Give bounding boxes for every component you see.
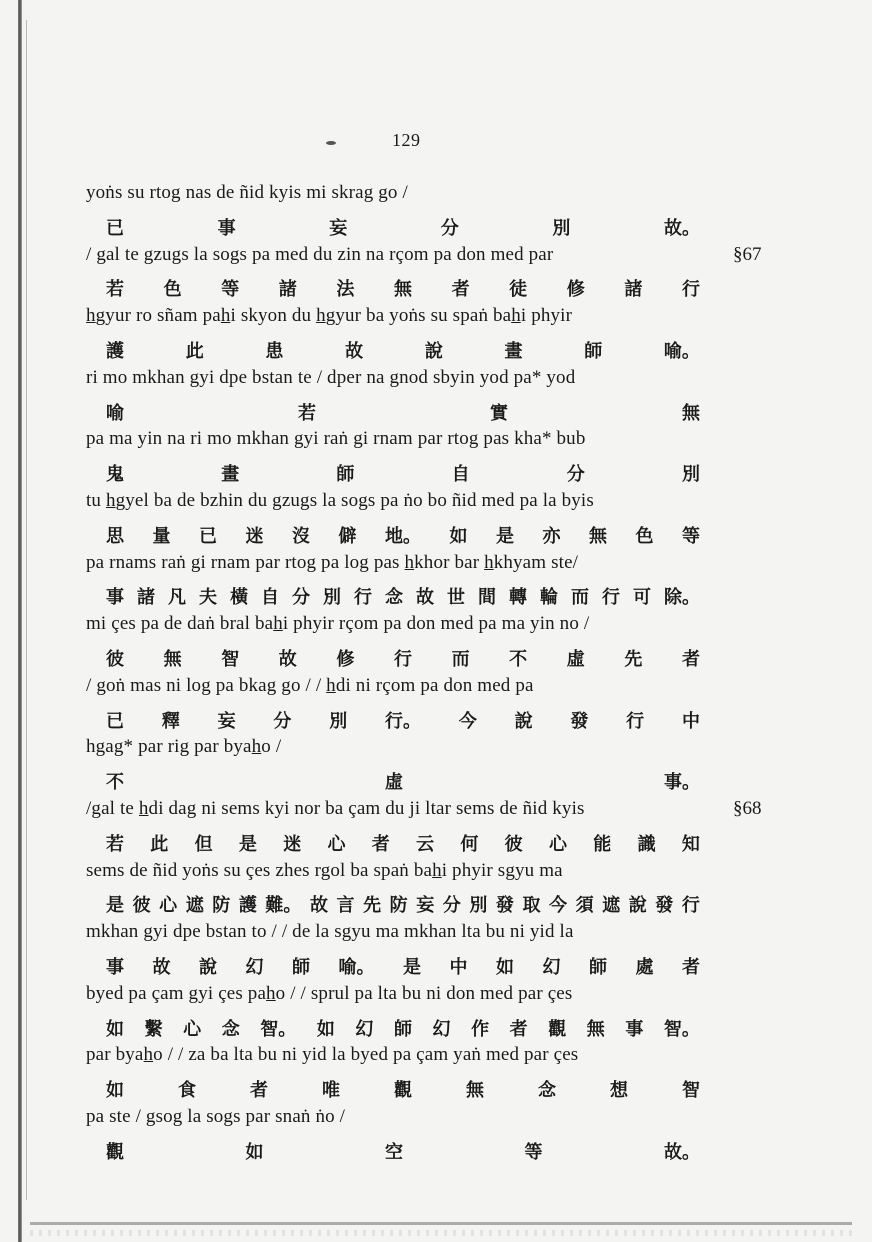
chinese-character: 智。 — [663, 1018, 700, 1040]
chinese-character: 今 — [458, 710, 477, 732]
chinese-character: 事 — [217, 217, 236, 239]
chinese-gloss-line — [106, 522, 700, 548]
section-marker: §68 — [733, 798, 762, 819]
chinese-character: 智 — [682, 1080, 700, 1102]
chinese-character: 轉 — [509, 587, 527, 609]
chinese-character: 自 — [451, 464, 470, 486]
romanized-line: hgag* par rig par byah̲o / — [86, 736, 282, 758]
chinese-character: 心 — [548, 833, 567, 855]
chinese-character: 今 — [549, 895, 567, 917]
chinese-character: 防 — [212, 895, 231, 917]
chinese-character: 僻 — [338, 525, 357, 547]
chinese-character: 故 — [152, 957, 171, 978]
chinese-character: 無 — [466, 1080, 484, 1102]
chinese-character: 分 — [273, 710, 292, 732]
chinese-character: 遮 — [602, 895, 621, 917]
chinese-character: 彼 — [504, 833, 523, 855]
chinese-character: 如 — [245, 1141, 264, 1163]
chinese-character: 鬼 — [106, 464, 124, 486]
chinese-character: 別 — [323, 587, 341, 609]
chinese-character: 妄 — [329, 217, 348, 239]
chinese-character: 發 — [495, 895, 514, 917]
chinese-character: 等 — [682, 525, 700, 547]
chinese-character: 別 — [681, 464, 700, 486]
chinese-character: 實 — [490, 402, 508, 424]
romanized-line: mkhan gyi dpe bstan to / / de la sgyu ma mkhan lta bu ni yid la — [86, 921, 574, 943]
romanized-line: yoṅs su rtog nas de ñid kyis mi skrag go / — [86, 182, 408, 203]
chinese-character: 識 — [637, 833, 656, 855]
chinese-gloss-line — [106, 707, 700, 733]
chinese-character: 等 — [524, 1141, 543, 1163]
chinese-character: 修 — [566, 279, 585, 301]
chinese-character: 行 — [681, 279, 700, 301]
chinese-character: 故。 — [664, 1141, 700, 1163]
chinese-character: 等 — [221, 279, 240, 301]
chinese-character: 喻 — [106, 402, 124, 424]
chinese-character: 先 — [624, 649, 643, 670]
chinese-character: 若 — [106, 833, 124, 855]
chinese-character: 繫 — [144, 1018, 163, 1040]
chinese-character: 念 — [385, 587, 403, 609]
chinese-character: 師 — [393, 1018, 412, 1040]
chinese-character: 護 — [106, 341, 124, 362]
chinese-character: 自 — [261, 587, 279, 609]
chinese-gloss-line — [106, 1076, 700, 1102]
chinese-character: 取 — [522, 895, 541, 917]
page-number: 129 — [392, 130, 421, 150]
chinese-character: 諸 — [137, 587, 155, 609]
chinese-character: 無 — [589, 525, 607, 547]
romanized-line: pa ma yin na ri mo mkhan gyi raṅ gi rnam par rtog pas kha* bub — [86, 428, 586, 450]
chinese-character: 事 — [106, 587, 124, 609]
chinese-character: 而 — [571, 587, 589, 609]
chinese-character: 若 — [298, 402, 316, 424]
chinese-character: 行 — [626, 710, 645, 732]
chinese-character: 心 — [183, 1018, 202, 1040]
chinese-character: 無 — [163, 649, 182, 670]
chinese-character: 者 — [681, 649, 700, 670]
chinese-character: 事 — [625, 1018, 644, 1040]
chinese-character: 如 — [449, 525, 468, 547]
chinese-character: 故 — [416, 587, 434, 609]
chinese-character: 說 — [514, 710, 533, 732]
chinese-character: 妄 — [217, 710, 236, 732]
chinese-character: 說 — [424, 341, 443, 362]
chinese-character: 想 — [610, 1080, 628, 1102]
chinese-character: 已 — [106, 710, 124, 732]
chinese-character: 喻。 — [338, 957, 375, 978]
chinese-character: 說 — [628, 895, 647, 917]
chinese-character: 觀 — [548, 1018, 567, 1040]
chinese-gloss-line — [106, 460, 700, 486]
chinese-character: 行 — [393, 649, 412, 670]
chinese-character: 知 — [681, 833, 700, 855]
chinese-character: 幻 — [542, 957, 561, 978]
chinese-character: 釋 — [161, 710, 180, 732]
chinese-character: 行 — [354, 587, 372, 609]
chinese-character: 防 — [389, 895, 408, 917]
chinese-gloss-line — [106, 214, 700, 240]
romanized-line: byed pa çam gyi çes pah̲o / / sprul pa lta bu ni don med par çes — [86, 982, 573, 1004]
chinese-character: 故 — [278, 649, 297, 670]
chinese-character: 是 — [238, 833, 257, 855]
chinese-character: 此 — [150, 833, 169, 855]
chinese-character: 迷 — [245, 525, 264, 547]
chinese-character: 唯 — [322, 1080, 340, 1102]
chinese-character: 世 — [447, 587, 465, 609]
chinese-character: 能 — [593, 833, 612, 855]
chinese-character: 是 — [106, 895, 124, 917]
chinese-character: 間 — [478, 587, 496, 609]
chinese-character: 凡 — [168, 587, 186, 609]
chinese-character: 修 — [336, 649, 355, 670]
chinese-gloss-line — [106, 830, 700, 856]
chinese-character: 故。 — [663, 217, 700, 239]
chinese-character: 遮 — [185, 895, 204, 917]
chinese-character: 橫 — [230, 587, 248, 609]
bottom-scan-noise — [30, 1230, 852, 1236]
chinese-character: 亦 — [542, 525, 561, 547]
chinese-character: 虛 — [566, 649, 585, 670]
romanized-line: h̲gyur ro sñam pah̲i skyon du h̲gyur ba yoṅs su spaṅ bah̲i phyir — [86, 305, 573, 327]
chinese-gloss-line — [106, 583, 700, 609]
chinese-character: 行 — [681, 895, 700, 917]
chinese-character: 徒 — [509, 279, 528, 301]
chinese-character: 觀 — [394, 1080, 412, 1102]
romanized-line: mi çes pa de daṅ bral bah̲i phyir rçom pa don med pa ma yin no / — [86, 613, 590, 635]
chinese-character: 者 — [509, 1018, 528, 1040]
chinese-character: 發 — [655, 895, 674, 917]
chinese-character: 喻。 — [663, 341, 700, 362]
chinese-gloss-line — [106, 337, 700, 363]
chinese-gloss-line — [106, 399, 700, 425]
chinese-character: 幻 — [245, 957, 264, 978]
chinese-gloss-line — [106, 275, 700, 301]
chinese-character: 不 — [106, 772, 124, 794]
chinese-character: 妄 — [416, 895, 435, 917]
chinese-character: 師 — [589, 957, 607, 978]
chinese-character: 已 — [199, 525, 217, 547]
chinese-character: 難。 — [265, 895, 302, 917]
chinese-character: 云 — [416, 833, 435, 855]
chinese-character: 但 — [194, 833, 213, 855]
chinese-character: 念 — [221, 1018, 240, 1040]
chinese-character: 已 — [106, 217, 124, 239]
chinese-character: 分 — [566, 464, 585, 486]
chinese-character: 諸 — [624, 279, 643, 301]
chinese-character: 說 — [199, 957, 217, 978]
chinese-character: 護 — [238, 895, 257, 917]
romanized-line: /gal te h̲di dag ni sems kyi nor ba çam du ji ltar sems de ñid kyis — [86, 798, 585, 819]
chinese-character: 彼 — [106, 649, 124, 670]
chinese-character: 無 — [393, 279, 412, 301]
chinese-character: 患 — [265, 341, 284, 362]
chinese-character: 無 — [682, 402, 700, 424]
chinese-character: 思 — [106, 525, 124, 547]
chinese-character: 是 — [403, 957, 421, 978]
chinese-character: 何 — [460, 833, 479, 855]
chinese-character: 言 — [336, 895, 355, 917]
chinese-character: 而 — [451, 649, 470, 670]
chinese-character: 者 — [682, 957, 700, 978]
chinese-character: 畫 — [504, 341, 523, 362]
chinese-character: 空 — [385, 1141, 403, 1163]
chinese-gloss-line — [106, 768, 700, 794]
chinese-character: 故 — [309, 895, 328, 917]
chinese-character: 別 — [469, 895, 488, 917]
chinese-character: 虛 — [385, 772, 403, 794]
chinese-character: 師 — [336, 464, 355, 486]
chinese-character: 輪 — [540, 587, 558, 609]
chinese-character: 中 — [449, 957, 468, 978]
romanized-line: pa rnams raṅ gi rnam par rtog pa log pas h̲khor bar h̲khyam ste/ — [86, 551, 579, 573]
romanized-line: tu h̲gyel ba de bzhin du gzugs la sogs pa ṅo bo ñid med pa la byis — [86, 490, 594, 511]
section-marker: §67 — [733, 243, 762, 265]
bottom-rule — [30, 1222, 852, 1225]
chinese-character: 地。 — [385, 525, 421, 547]
romanized-line: / goṅ mas ni log pa bkag go / / h̲di ni rçom pa don med pa — [86, 674, 534, 696]
chinese-character: 除。 — [664, 587, 700, 609]
chinese-character: 者 — [250, 1080, 268, 1102]
chinese-character: 是 — [496, 525, 514, 547]
chinese-character: 者 — [451, 279, 470, 301]
romanized-line: pa ste / gsog la sogs par snaṅ ṅo / — [86, 1106, 346, 1127]
chinese-character: 處 — [635, 957, 654, 978]
chinese-gloss-line — [106, 1015, 700, 1041]
chinese-character: 迷 — [283, 833, 302, 855]
chinese-character: 幻 — [432, 1018, 451, 1040]
romanized-line: / gal te gzugs la sogs pa med du zin na rçom pa don med par — [86, 243, 554, 265]
chinese-character: 心 — [327, 833, 346, 855]
chinese-character: 法 — [336, 279, 355, 301]
chinese-character: 中 — [681, 710, 700, 732]
chinese-character: 分 — [442, 895, 461, 917]
chinese-character: 行 — [602, 587, 620, 609]
chinese-character: 事。 — [664, 772, 700, 794]
book-spine-shadow — [18, 0, 22, 1242]
page-header-mark — [326, 141, 336, 145]
chinese-character: 觀 — [106, 1141, 124, 1163]
chinese-character: 如 — [316, 1018, 335, 1040]
chinese-character: 師 — [292, 957, 310, 978]
romanized-line: ri mo mkhan gyi dpe bstan te / dper na gnod sbyin yod pa* yod — [86, 366, 576, 388]
chinese-character: 不 — [509, 649, 528, 670]
chinese-character: 色 — [163, 279, 182, 301]
chinese-character: 無 — [586, 1018, 605, 1040]
chinese-gloss-line — [106, 1138, 700, 1164]
chinese-character: 食 — [178, 1080, 196, 1102]
chinese-character: 分 — [440, 217, 459, 239]
romanized-line: sems de ñid yoṅs su çes zhes rgol ba spaṅ bah̲i phyir sgyu ma — [86, 859, 563, 881]
chinese-character: 智。 — [260, 1018, 297, 1040]
chinese-gloss-line — [106, 953, 700, 979]
chinese-character: 先 — [363, 895, 382, 917]
chinese-character: 作 — [471, 1018, 490, 1040]
chinese-character: 如 — [106, 1080, 124, 1102]
chinese-character: 發 — [570, 710, 589, 732]
chinese-character: 智 — [221, 649, 240, 670]
romanized-line: par byah̲o / / za ba lta bu ni yid la byed pa çam yaṅ med par çes — [86, 1044, 579, 1066]
chinese-character: 夫 — [199, 587, 217, 609]
chinese-character: 別 — [552, 217, 571, 239]
chinese-character: 別 — [329, 710, 348, 732]
chinese-character: 彼 — [132, 895, 151, 917]
chinese-character: 如 — [106, 1018, 124, 1040]
chinese-character: 心 — [159, 895, 178, 917]
chinese-character: 色 — [635, 525, 654, 547]
chinese-character: 沒 — [292, 525, 310, 547]
chinese-character: 若 — [106, 279, 124, 301]
chinese-character: 念 — [538, 1080, 556, 1102]
chinese-character: 量 — [152, 525, 171, 547]
chinese-character: 者 — [371, 833, 390, 855]
chinese-character: 如 — [496, 957, 514, 978]
chinese-character: 行。 — [384, 710, 421, 732]
chinese-gloss-line — [106, 891, 700, 917]
chinese-character: 諸 — [278, 279, 297, 301]
chinese-character: 事 — [106, 957, 124, 978]
chinese-character: 可 — [633, 587, 651, 609]
chinese-character: 須 — [575, 895, 594, 917]
chinese-character: 故 — [345, 341, 364, 362]
chinese-character: 分 — [292, 587, 310, 609]
chinese-character: 此 — [185, 341, 204, 362]
book-gutter-line — [26, 20, 27, 1200]
chinese-character: 幻 — [355, 1018, 374, 1040]
chinese-character: 師 — [584, 341, 603, 362]
chinese-character: 畫 — [221, 464, 240, 486]
chinese-gloss-line — [106, 645, 700, 671]
